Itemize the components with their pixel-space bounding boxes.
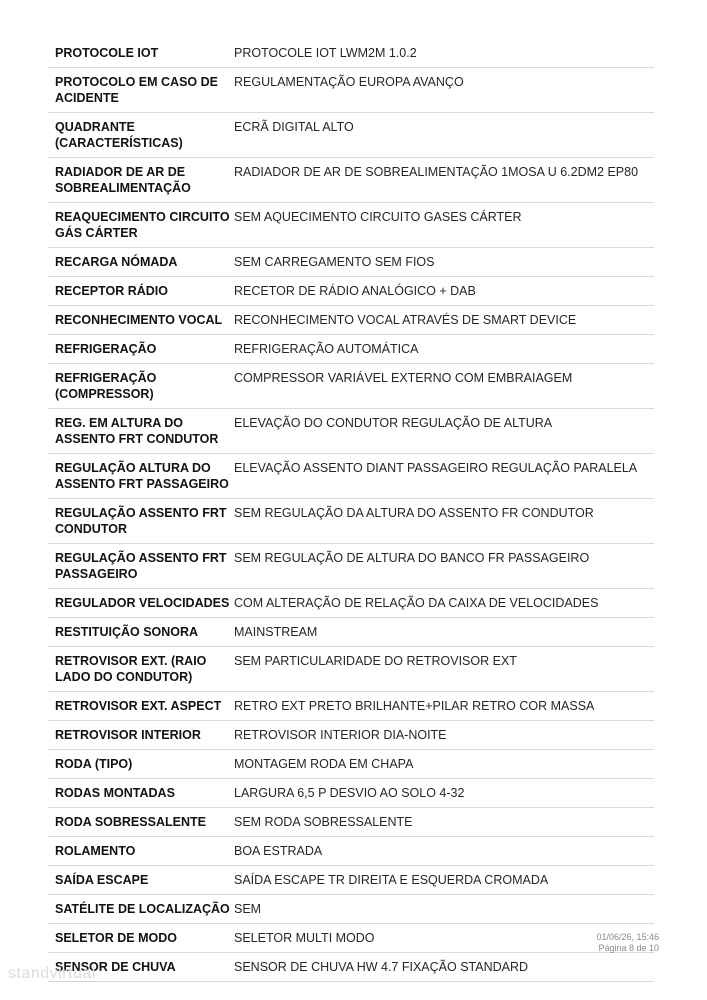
spec-label: SAÍDA ESCAPE (55, 873, 149, 887)
spec-label: RETROVISOR INTERIOR (55, 728, 201, 742)
page-footer (596, 932, 659, 954)
spec-label: REGULAÇÃO ALTURA DO ASSENTO FRT PASSAGEIRO (55, 461, 229, 491)
table-row (48, 454, 654, 499)
table-row (48, 277, 654, 306)
spec-label: RODA (TIPO) (55, 757, 133, 771)
spec-value: REGULAMENTAÇÃO EUROPA AVANÇO (234, 75, 464, 89)
table-row (48, 113, 654, 158)
table-row (48, 692, 654, 721)
table-row (48, 895, 654, 924)
table-row (48, 924, 654, 953)
spec-value: LARGURA 6,5 P DESVIO AO SOLO 4-32 (234, 786, 465, 800)
table-row (48, 808, 654, 837)
table-row (48, 409, 654, 454)
table-row (48, 589, 654, 618)
spec-value: SEM REGULAÇÃO DE ALTURA DO BANCO FR PASSAGEIRO (234, 551, 590, 565)
spec-value: RECONHECIMENTO VOCAL ATRAVÉS DE SMART DEVICE (234, 313, 577, 327)
table-row (48, 306, 654, 335)
table-row (48, 248, 654, 277)
spec-label: REFRIGERAÇÃO (55, 342, 157, 356)
table-row (48, 779, 654, 808)
spec-value: ECRÃ DIGITAL ALTO (234, 120, 354, 134)
spec-value: BOA ESTRADA (234, 844, 323, 858)
table-row (48, 68, 654, 113)
spec-value: SEM PARTICULARIDADE DO RETROVISOR EXT (234, 654, 517, 668)
table-row (48, 750, 654, 779)
spec-value: SEM (234, 902, 262, 916)
table-row (48, 953, 654, 982)
spec-value: ELEVAÇÃO DO CONDUTOR REGULAÇÃO DE ALTURA (234, 416, 553, 430)
spec-value: SELETOR MULTI MODO (234, 931, 375, 945)
page-number: Página 8 de 10 (598, 943, 659, 953)
spec-value: SAÍDA ESCAPE TR DIREITA E ESQUERDA CROMADA (234, 873, 549, 887)
spec-value: SEM CARREGAMENTO SEM FIOS (234, 255, 435, 269)
table-row (48, 837, 654, 866)
table-row (48, 203, 654, 248)
spec-value: SENSOR DE CHUVA HW 4.7 FIXAÇÃO STANDARD (234, 960, 529, 974)
spec-label: SENSOR DE CHUVA (55, 960, 176, 974)
table-row (48, 647, 654, 692)
spec-label: RODA SOBRESSALENTE (55, 815, 206, 829)
spec-label: RECONHECIMENTO VOCAL (55, 313, 223, 327)
spec-label: SATÉLITE DE LOCALIZAÇÃO (55, 902, 230, 916)
spec-value: RETRO EXT PRETO BRILHANTE+PILAR RETRO COR MASSA (234, 699, 595, 713)
spec-value: COM ALTERAÇÃO DE RELAÇÃO DA CAIXA DE VELOCIDADES (234, 596, 599, 610)
specs-table (48, 39, 654, 982)
spec-label: QUADRANTE (CARACTERÍSTICAS) (55, 120, 183, 150)
spec-value: PROTOCOLE IOT LWM2M 1.0.2 (234, 46, 417, 60)
spec-label: REGULADOR VELOCIDADES (55, 596, 230, 610)
spec-value: MAINSTREAM (234, 625, 318, 639)
spec-label: RODAS MONTADAS (55, 786, 175, 800)
spec-label: REGULAÇÃO ASSENTO FRT CONDUTOR (55, 506, 227, 536)
table-row (48, 364, 654, 409)
spec-value: COMPRESSOR VARIÁVEL EXTERNO COM EMBRAIAGEM (234, 371, 573, 385)
print-datetime: 01/06/26, 15:46 (596, 932, 659, 942)
spec-label: PROTOCOLE IOT (55, 46, 159, 60)
table-row (48, 866, 654, 895)
spec-label: SELETOR DE MODO (55, 931, 178, 945)
table-row (48, 499, 654, 544)
spec-value: SEM RODA SOBRESSALENTE (234, 815, 413, 829)
spec-value: REFRIGERAÇÃO AUTOMÁTICA (234, 342, 419, 356)
spec-value: RECETOR DE RÁDIO ANALÓGICO + DAB (234, 284, 476, 298)
spec-value: RETROVISOR INTERIOR DIA-NOITE (234, 728, 447, 742)
spec-label: REGULAÇÃO ASSENTO FRT PASSAGEIRO (55, 551, 227, 581)
spec-value: ELEVAÇÃO ASSENTO DIANT PASSAGEIRO REGULAÇÃO PARALELA (234, 461, 638, 475)
spec-label: RETROVISOR EXT. ASPECT (55, 699, 222, 713)
spec-label: REG. EM ALTURA DO ASSENTO FRT CONDUTOR (55, 416, 219, 446)
spec-value: SEM REGULAÇÃO DA ALTURA DO ASSENTO FR CONDUTOR (234, 506, 594, 520)
table-row (48, 618, 654, 647)
spec-label: RECARGA NÓMADA (55, 255, 178, 269)
spec-value: SEM AQUECIMENTO CIRCUITO GASES CÁRTER (234, 210, 522, 224)
spec-label: RECEPTOR RÁDIO (55, 284, 168, 298)
table-row (48, 158, 654, 203)
table-row (48, 39, 654, 68)
spec-value: RADIADOR DE AR DE SOBREALIMENTAÇÃO 1MOSA U 6.2DM2 EP80 (234, 165, 639, 179)
spec-label: REFRIGERAÇÃO (COMPRESSOR) (55, 371, 157, 401)
spec-label: PROTOCOLO EM CASO DE ACIDENTE (55, 75, 218, 105)
table-row (48, 335, 654, 364)
spec-value: MONTAGEM RODA EM CHAPA (234, 757, 414, 771)
table-row (48, 721, 654, 750)
table-row (48, 544, 654, 589)
spec-label: RESTITUIÇÃO SONORA (55, 625, 199, 639)
watermark-logo: standvirtual (8, 965, 96, 982)
spec-label: RETROVISOR EXT. (RAIO LADO DO CONDUTOR) (55, 654, 207, 684)
spec-label: RADIADOR DE AR DE SOBREALIMENTAÇÃO (55, 165, 191, 195)
spec-label: REAQUECIMENTO CIRCUITO GÁS CÁRTER (55, 210, 230, 240)
spec-label: ROLAMENTO (55, 844, 136, 858)
